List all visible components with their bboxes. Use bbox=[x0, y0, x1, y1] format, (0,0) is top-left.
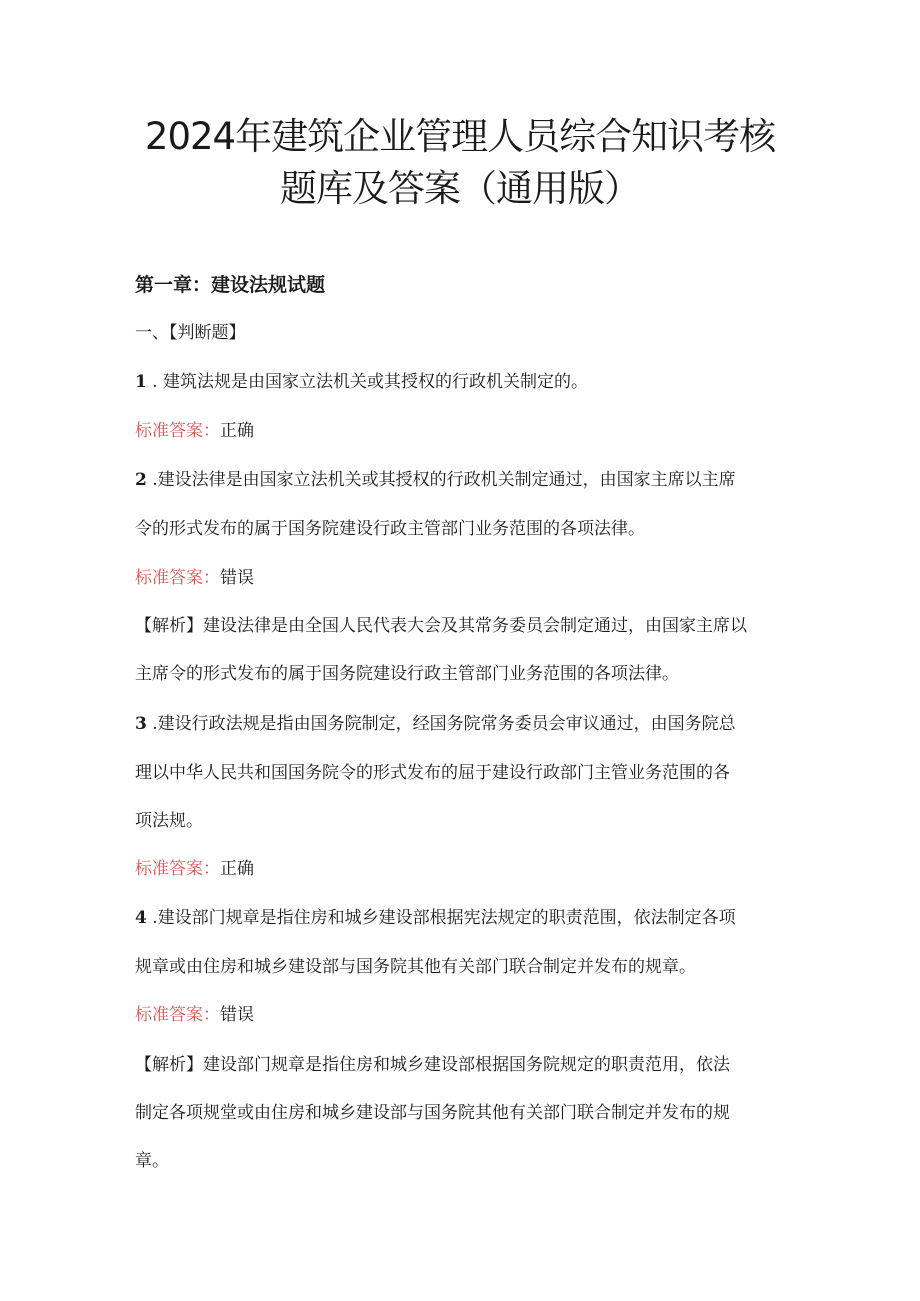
answer-label: 标准答案： bbox=[135, 421, 220, 441]
question-text: .建设部门规章是指住房和城乡建设部根据宪法规定的职责范围，依法制定各项 bbox=[146, 908, 736, 928]
question-text: .建设行政法规是指由国务院制定，经国务院常务委员会审议通过，由国务院总 bbox=[146, 714, 736, 734]
answer-4 bbox=[135, 1002, 254, 1028]
answer-label: 标准答案： bbox=[135, 1005, 220, 1025]
answer-3 bbox=[135, 856, 254, 882]
question-number: 1 bbox=[135, 372, 147, 392]
question-3-line-3: 项法规。 bbox=[135, 811, 203, 831]
question-4 bbox=[135, 905, 736, 931]
question-3 bbox=[135, 711, 736, 737]
analysis-2-line-2: 主席令的形式发布的属于国务院建设行政主管部门业务范围的各项法律。 bbox=[135, 664, 679, 684]
analysis-4-line-1: 【解析】建设部门规章是指住房和城乡建设部根据国务院规定的职责范用，依法 bbox=[135, 1055, 730, 1075]
question-2 bbox=[135, 467, 736, 493]
answer-value: 错误 bbox=[220, 568, 254, 588]
answer-1 bbox=[135, 418, 254, 444]
question-number: 3 bbox=[135, 714, 147, 734]
answer-value: 正确 bbox=[220, 859, 254, 879]
answer-value: 正确 bbox=[220, 421, 254, 441]
analysis-2-line-1: 【解析】建设法律是由全国人民代表大会及其常务委员会制定通过，由国家主席以 bbox=[135, 616, 747, 636]
answer-label: 标准答案： bbox=[135, 859, 220, 879]
answer-2 bbox=[135, 565, 254, 591]
section-heading: 一、【判断题】 bbox=[135, 323, 246, 343]
answer-label: 标准答案： bbox=[135, 568, 220, 588]
question-3-line-2: 理以中华人民共和国国务院令的形式发布的屈于建设行政部门主管业务范围的各 bbox=[135, 763, 730, 783]
question-1 bbox=[135, 369, 588, 395]
analysis-4-line-3: 章。 bbox=[135, 1151, 169, 1171]
question-2-line-2: 令的形式发布的属于国务院建设行政主管部门业务范围的各项法律。 bbox=[135, 519, 645, 539]
question-text: .建设法律是由国家立法机关或其授权的行政机关制定通过，由国家主席以主席 bbox=[146, 470, 736, 490]
question-text: . 建筑法规是由国家立法机关或其授权的行政机关制定的。 bbox=[146, 372, 589, 392]
question-number: 2 bbox=[135, 470, 147, 490]
document-title-line-1: 2024年建筑企业管理人员综合知识考核 bbox=[144, 115, 776, 158]
chapter-heading: 第一章：建设法规试题 bbox=[135, 274, 326, 296]
document-title-line-2: 题库及答案（通用版） bbox=[280, 167, 640, 210]
question-4-line-2: 规章或由住房和城乡建设部与国务院其他有关部门联合制定并发布的规章。 bbox=[135, 957, 696, 977]
question-number: 4 bbox=[135, 908, 147, 928]
answer-value: 错误 bbox=[220, 1005, 254, 1025]
analysis-4-line-2: 制定各项规堂或由住房和城乡建设部与国务院其他有关部门联合制定并发布的规 bbox=[135, 1103, 730, 1123]
